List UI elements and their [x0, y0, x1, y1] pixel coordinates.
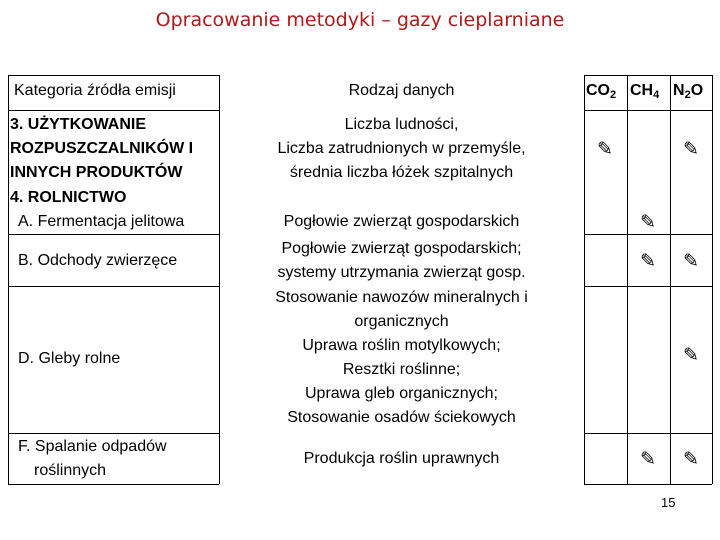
row-0-data [219, 113, 584, 185]
column-border [584, 75, 585, 484]
row-4-data-line: Uprawa gleb organicznych; [305, 385, 498, 402]
check-icon: ✎ [683, 448, 699, 470]
row-5-data-line: Produkcja roślin uprawnych [303, 450, 500, 467]
row-4-data [219, 286, 584, 430]
check-icon: ✎ [640, 211, 656, 233]
row-3-data-line: systemy utrzymania zwierząt gosp. [277, 264, 526, 281]
row-4-data-line: organicznych [354, 313, 449, 330]
header-co2 [586, 82, 616, 101]
row-separator [584, 433, 712, 434]
table-border-top [584, 75, 712, 76]
row-4-data-line: Uprawa roślin motylkowych; [302, 337, 501, 354]
header-n2o [673, 82, 703, 101]
row-3-category-line: B. Odchody zwierzęce [18, 252, 178, 269]
header-category-label: Kategoria źródła emisji [14, 82, 176, 99]
row-2-category-line: A. Fermentacja jelitowa [18, 213, 185, 230]
column-border [670, 75, 671, 484]
row-4-data-line: Resztki roślinne; [342, 361, 461, 378]
header-n2o-subscript: 2 [684, 89, 691, 101]
row-0-data-line: Liczba zatrudnionych w przemyśle, [277, 140, 526, 157]
column-border [627, 75, 628, 484]
column-border [712, 75, 713, 484]
table-border-top [8, 75, 219, 76]
row-0-category-line: 3. UŻYTKOWANIE [10, 116, 147, 133]
row-4-category-line: D. Gleby rolne [18, 350, 121, 367]
row-5-category-line: roślinnych [34, 462, 107, 479]
row-1-category-line: 4. ROLNICTWO [10, 189, 127, 206]
row-0-data-line: Liczba ludności, [344, 116, 459, 133]
page-number: 15 [661, 495, 676, 510]
header-ch4-subscript: 4 [653, 89, 660, 101]
row-0-category [10, 113, 193, 185]
row-4-data-line: Stosowanie nawozów mineralnych i [275, 289, 528, 306]
header-data-type-label: Rodzaj danych [348, 82, 455, 99]
row-5-category-line: F. Spalanie odpadów [18, 438, 167, 455]
row-5-data [219, 447, 584, 471]
row-2-data-line: Pogłowie zwierząt gospodarskich [283, 213, 520, 230]
table-border-bottom [584, 484, 712, 485]
header-ch4-label: CH [630, 82, 654, 99]
row-separator [8, 234, 219, 235]
row-3-data [219, 237, 584, 285]
table-border-bottom [8, 484, 219, 485]
header-data-type [219, 82, 584, 100]
row-separator [584, 234, 712, 235]
check-icon: ✎ [640, 448, 656, 470]
row-0-category-line: INNYCH PRODUKTÓW [10, 164, 183, 181]
row-2-data [219, 210, 584, 234]
check-icon: ✎ [597, 138, 613, 160]
check-icon: ✎ [683, 250, 699, 272]
header-separator [8, 110, 219, 111]
row-0-data-line: średnia liczba łóżek szpitalnych [289, 164, 514, 181]
header-separator [584, 110, 712, 111]
row-separator [8, 286, 219, 287]
page-title: Opracowanie metodyki – gazy cieplarniane [155, 9, 565, 31]
header-co2-subscript: 2 [610, 89, 617, 101]
check-icon: ✎ [640, 250, 656, 272]
row-4-category [18, 347, 120, 371]
row-4-data-line: Stosowanie osadów ściekowych [287, 409, 516, 426]
row-3-data-line: Pogłowie zwierząt gospodarskich; [281, 240, 522, 257]
row-1-category [10, 186, 126, 210]
row-separator [8, 433, 219, 434]
check-icon: ✎ [683, 138, 699, 160]
row-separator [584, 286, 712, 287]
row-2-category [18, 210, 184, 234]
header-n2o-label: N [673, 82, 685, 99]
header-co2-label: CO [586, 82, 610, 99]
header-ch4 [630, 82, 659, 101]
check-icon: ✎ [683, 344, 699, 366]
header-n2o-tail: O [690, 82, 704, 99]
row-0-category-line: ROZPUSZCZALNIKÓW I [10, 140, 194, 157]
row-3-category [18, 249, 177, 273]
row-5-category [18, 435, 167, 483]
header-category [14, 82, 176, 100]
column-border [8, 75, 9, 484]
